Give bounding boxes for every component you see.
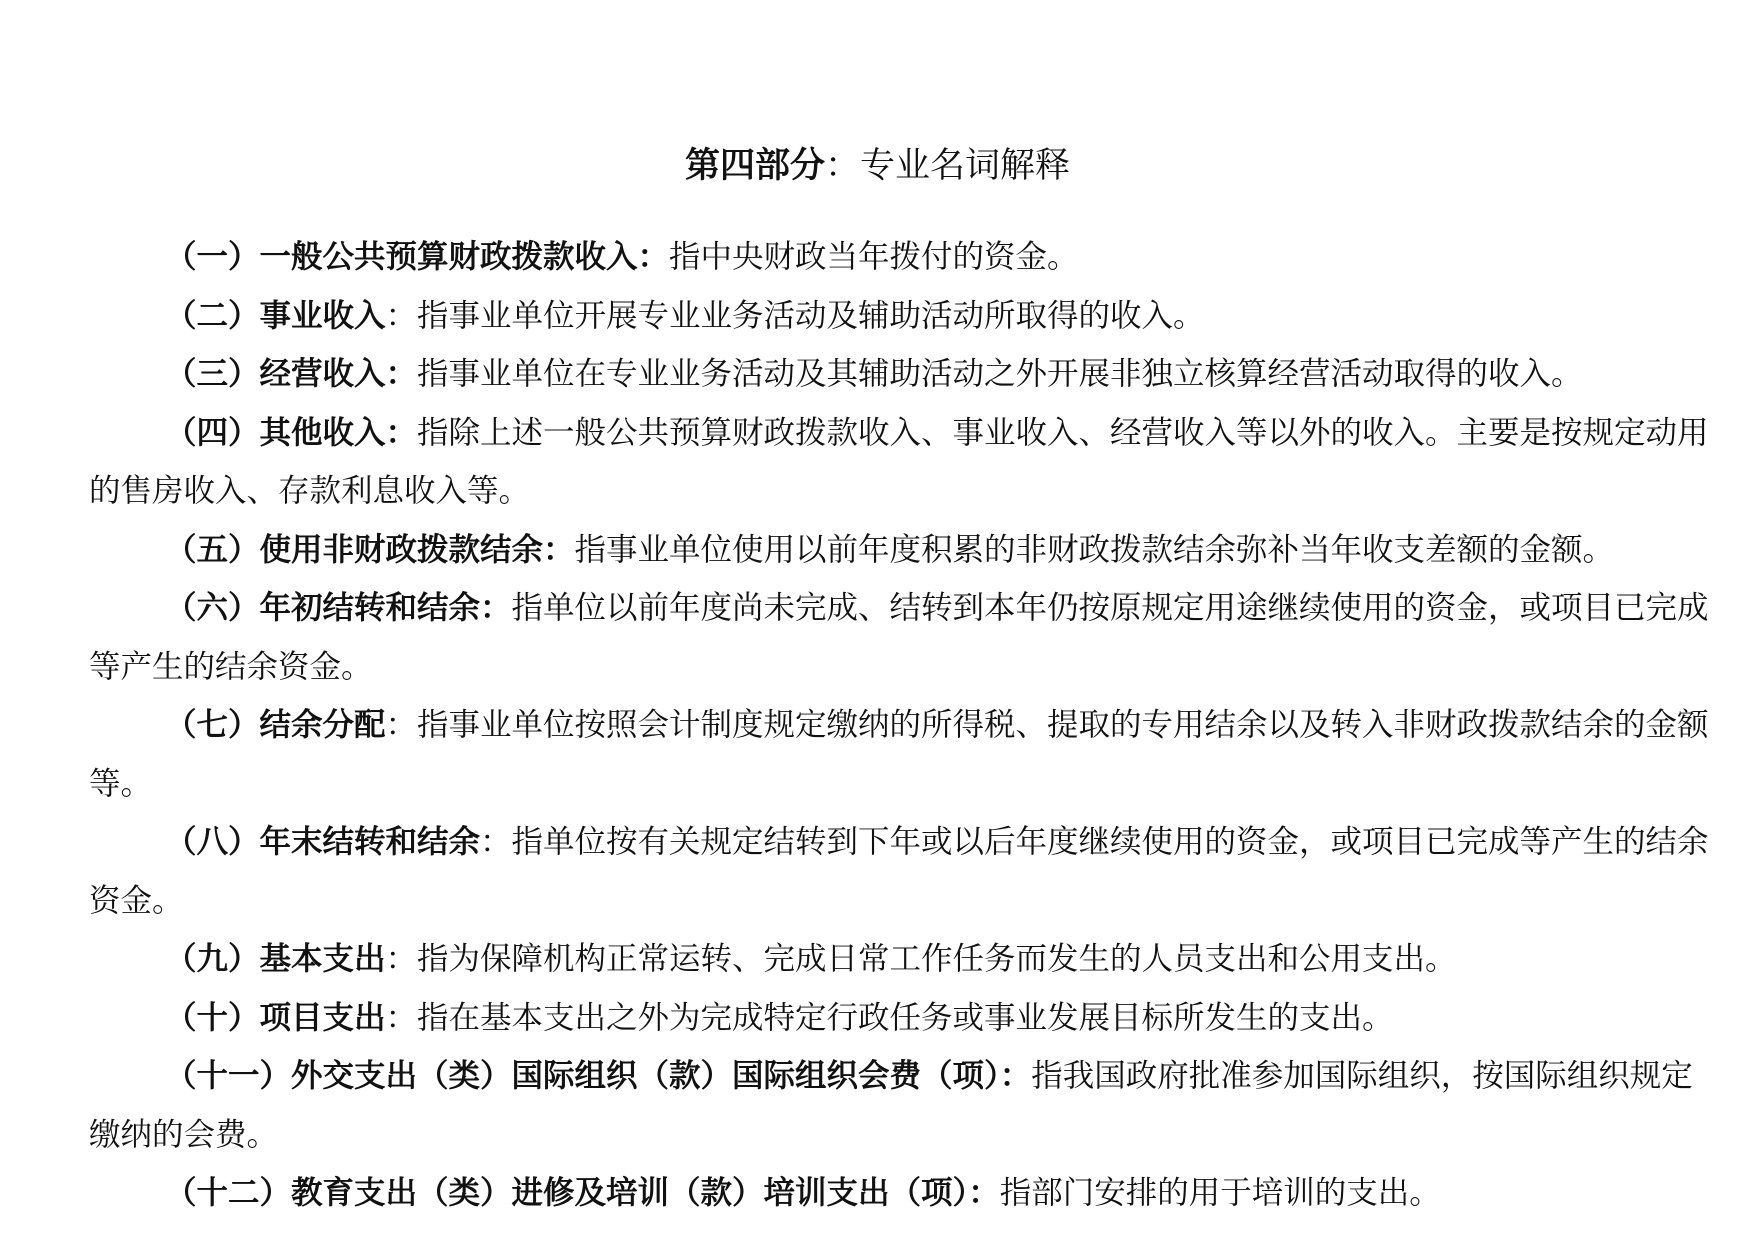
definition-text: ：指事业单位开展专业业务活动及辅助活动所取得的收入。 (385, 297, 1205, 334)
definition-text: 指我国政府批准参加国际组织，按国际组织规定缴纳的会费。 (89, 1058, 1693, 1153)
definition-term: （九）基本支出 (165, 941, 386, 977)
definition-term: （十一）外交支出（类）国际组织（款）国际组织会费（项）： (165, 1058, 1032, 1094)
definition-text: 指单位以前年度尚未完成、结转到本年仍按原规定用途继续使用的资金，或项目已完成等产生的结余资金。 (89, 590, 1709, 685)
definition-text: 指事业单位使用以前年度积累的非财政拨款结余弥补当年收支差额的金额。 (574, 531, 1615, 568)
definition-text: 指中央财政当年拨付的资金。 (669, 239, 1079, 275)
definition-term: （四）其他收入： (165, 414, 418, 451)
definition-item (89, 930, 1709, 989)
definitions-list (89, 228, 1709, 1223)
definition-item (89, 1164, 1709, 1223)
definition-item (89, 813, 1709, 930)
definition-text: ：指事业单位按照会计制度规定缴纳的所得税、提取的专用结余以及转入非财政拨款结余的金额等。 (89, 707, 1709, 802)
definition-text: 指事业单位在专业业务活动及其辅助活动之外开展非独立核算经营活动取得的收入。 (417, 356, 1583, 392)
definition-item (89, 1047, 1709, 1164)
definition-text: ：指单位按有关规定结转到下年或以后年度继续使用的资金，或项目已完成等产生的结余资金。 (89, 824, 1709, 919)
definition-term: （七）结余分配 (165, 707, 386, 743)
page-title (0, 142, 1755, 190)
definition-text: 指部门安排的用于培训的支出。 (999, 1175, 1441, 1211)
definition-text: 指除上述一般公共预算财政拨款收入、事业收入、经营收入等以外的收入。主要是按规定动用的售房收入、存款利息收入等。 (89, 414, 1709, 509)
definition-item (89, 228, 1709, 287)
definition-item (89, 287, 1709, 346)
definition-term: （六）年初结转和结余： (165, 590, 512, 626)
definition-term: （十二）教育支出（类）进修及培训（款）培训支出（项）： (165, 1175, 1000, 1211)
definition-term: （三）经营收入： (165, 356, 418, 392)
definition-item (89, 521, 1709, 580)
title-part-label: 第四部分 (684, 146, 825, 186)
definition-term: （八）年末结转和结余 (165, 824, 481, 860)
definition-term: （五）使用非财政拨款结余： (165, 531, 575, 568)
definition-item (89, 696, 1709, 813)
definition-item (89, 989, 1709, 1048)
definition-term: （十）项目支出 (165, 999, 386, 1036)
definition-text: ：指在基本支出之外为完成特定行政任务或事业发展目标所发生的支出。 (385, 999, 1394, 1036)
title-subject: ：专业名词解释 (825, 146, 1071, 186)
definition-item (89, 579, 1709, 696)
definition-term: （一）一般公共预算财政拨款收入： (165, 239, 670, 275)
definition-item (89, 404, 1709, 521)
definition-item (89, 345, 1709, 404)
definition-term: （二）事业收入 (165, 297, 386, 334)
definition-text: ：指为保障机构正常运转、完成日常工作任务而发生的人员支出和公用支出。 (385, 941, 1457, 977)
